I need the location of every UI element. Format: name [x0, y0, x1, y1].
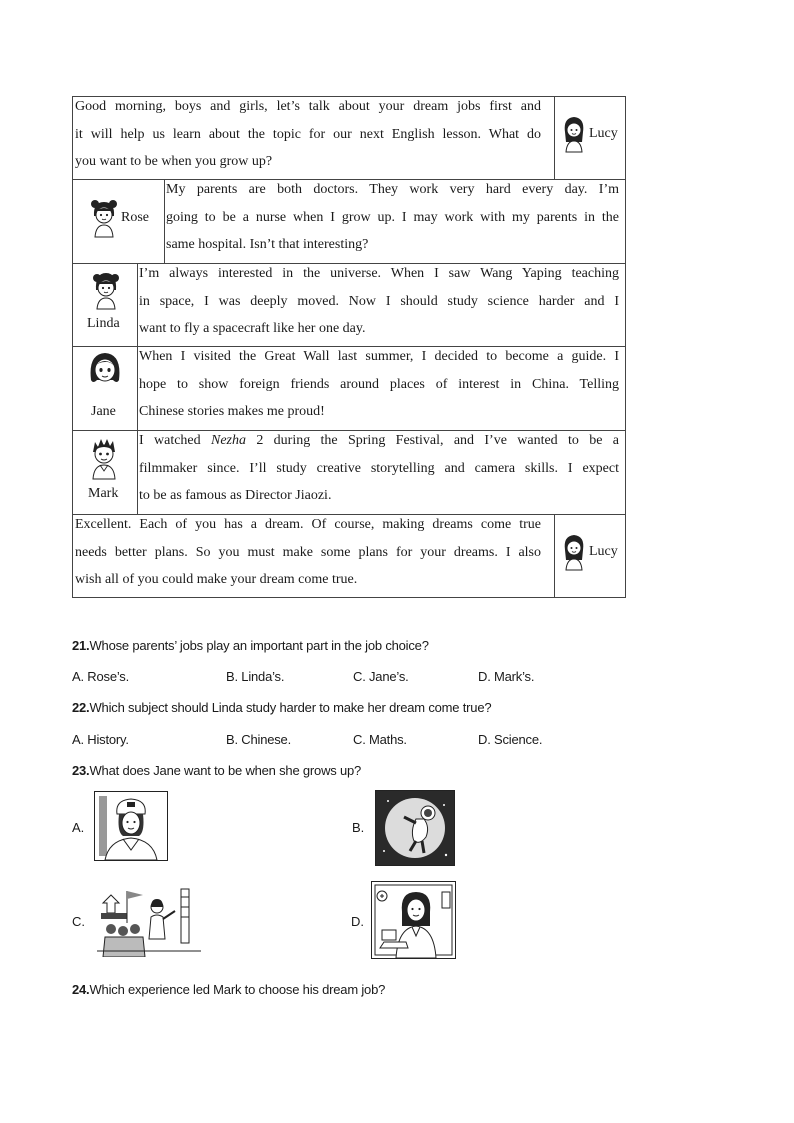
- speaker-name: Lucy: [589, 544, 618, 559]
- lucy-avatar-icon: [561, 532, 587, 572]
- speaker-name: Rose: [121, 210, 149, 225]
- option-a[interactable]: A.: [72, 820, 85, 835]
- linda-avatar-icon: [92, 268, 120, 310]
- speaker-name: Lucy: [589, 126, 618, 141]
- astronaut-picture-icon[interactable]: [375, 790, 455, 866]
- jane-avatar-icon: [87, 350, 123, 396]
- lucy-intro-text: Good morning, boys and girls, let’s talk about your dream jobs first and it will help us learn about the topic for our next English lesson. What do you want to be when you grow up?: [75, 99, 541, 169]
- jane-text: When I visited the Great Wall last summer, I decided to become a guide. I hope to show foreign friends around places of interest in China. Telling Chinese stories makes me proud!: [139, 349, 619, 419]
- film-title: Nezha: [210, 433, 246, 448]
- mark-text: I watched Nezha 2 during the Spring Festival, and I’ve wanted to be a filmmaker since. I’ll study creative storytelling and camera skills. I expect to be as famous as Director Jiaozi.: [139, 433, 619, 503]
- option-c[interactable]: C.: [72, 914, 85, 929]
- option-b[interactable]: B.: [352, 820, 365, 835]
- option-a[interactable]: A. History.: [72, 732, 129, 747]
- option-d[interactable]: D. Science.: [478, 732, 543, 747]
- rose-avatar-icon: [89, 196, 119, 238]
- option-d[interactable]: D. Mark’s.: [478, 669, 535, 684]
- mark-avatar-icon: [89, 436, 119, 480]
- option-c[interactable]: C. Maths.: [353, 732, 407, 747]
- linda-text: I’m always interested in the universe. When I saw Wang Yaping teaching in space, I was deeply moved. Now I should study science harder and I want to fly a spacecraft like her one day.: [139, 266, 619, 336]
- question-21: 21.Whose parents’ jobs play an important part in the job choice?: [72, 638, 429, 653]
- nurse-picture-icon[interactable]: [94, 791, 168, 861]
- question-22: 22.Which subject should Linda study harder to make her dream come true?: [72, 700, 492, 715]
- option-d[interactable]: D.: [351, 914, 364, 929]
- speaker-name: Mark: [88, 486, 119, 501]
- office-worker-picture-icon[interactable]: [371, 881, 456, 959]
- option-c[interactable]: C. Jane’s.: [353, 669, 409, 684]
- option-b[interactable]: B. Linda’s.: [226, 669, 285, 684]
- question-24: 24.Which experience led Mark to choose his dream job?: [72, 982, 386, 997]
- tour-guide-picture-icon[interactable]: [96, 882, 202, 958]
- speaker-name: Jane: [91, 404, 116, 419]
- speaker-name: Linda: [87, 316, 120, 331]
- option-b[interactable]: B. Chinese.: [226, 732, 292, 747]
- rose-text: My parents are both doctors. They work very hard every day. I’m going to be a nurse when I grow up. I may work with my parents in the same hospital. Isn’t that interesting?: [166, 182, 619, 252]
- question-23: 23.What does Jane want to be when she grows up?: [72, 763, 362, 778]
- lucy-outro-text: Excellent. Each of you has a dream. Of course, making dreams come true needs better plans. So you must make some plans for your dreams. I also wish all of you could make your dream come true.: [75, 517, 541, 587]
- lucy-avatar-icon: [561, 114, 587, 154]
- option-a[interactable]: A. Rose’s.: [72, 669, 130, 684]
